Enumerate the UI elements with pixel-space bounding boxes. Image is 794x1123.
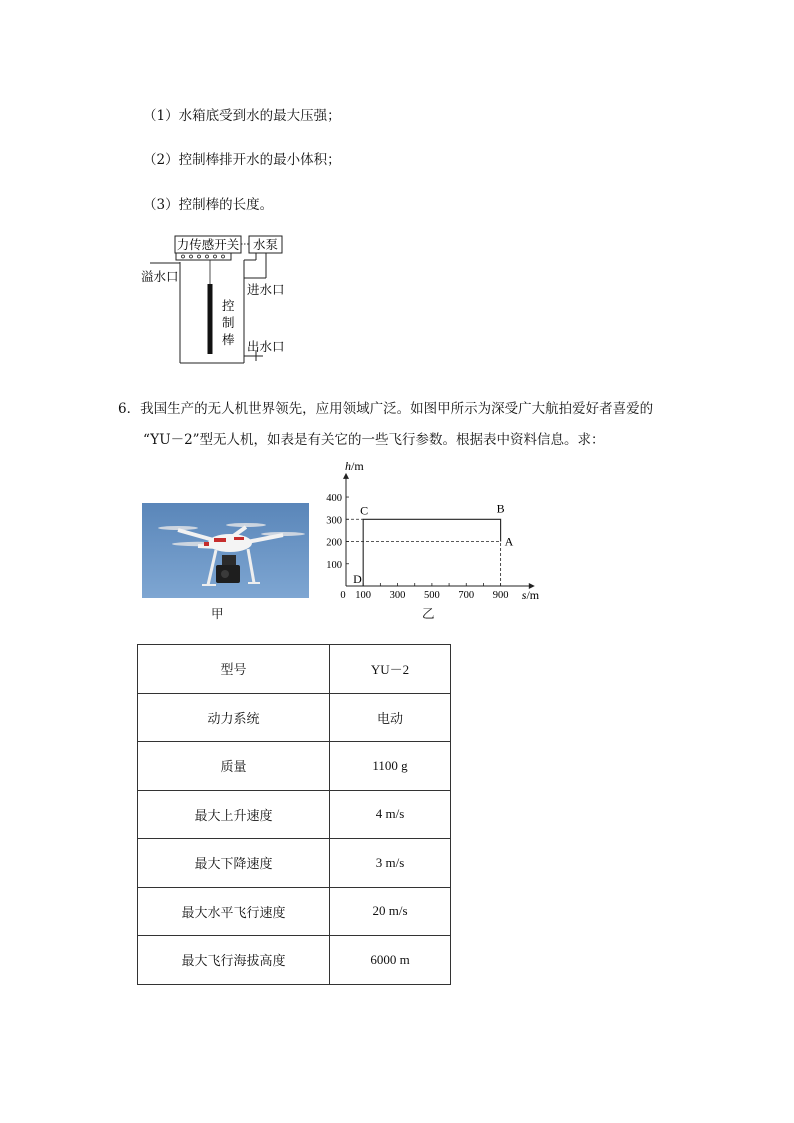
rod-label-char-2: 制 [222, 316, 235, 330]
param-name-cell: 质量 [138, 742, 330, 791]
question-6-line-1: 6．我国生产的无人机世界领先，应用领域广泛。如图甲所示为深受广大航拍爱好者喜爱的 [118, 401, 654, 417]
table-row [138, 839, 451, 888]
x-axis-label: s/m [521, 588, 540, 602]
point-label-d: D [353, 572, 362, 586]
param-name-cell: 动力系统 [138, 693, 330, 742]
sub-question-3: （3）控制棒的长度。 [143, 197, 274, 213]
sensor-label: 力传感开关 [176, 238, 240, 252]
x-tick-label: 300 [389, 590, 406, 601]
sub-question-2: （2）控制棒排开水的最小体积； [143, 152, 341, 168]
drone-photo [142, 503, 309, 598]
table-row [138, 645, 451, 694]
pump-label: 水泵 [252, 238, 279, 252]
water-tank-diagram [138, 232, 298, 370]
control-rod [208, 284, 213, 354]
height-distance-chart [315, 458, 540, 613]
param-value-cell: YU－2 [330, 645, 451, 694]
param-name-cell: 最大上升速度 [138, 790, 330, 839]
y-tick-label: 400 [326, 493, 342, 505]
param-value-cell: 4 m/s [330, 790, 451, 839]
point-label-a: A [504, 534, 514, 549]
inlet-label: 进水口 [247, 283, 285, 297]
y-tick-label: 100 [326, 559, 342, 571]
figure-label-right: 乙 [422, 606, 435, 621]
table-row [138, 790, 451, 839]
rod-label-char-3: 棒 [222, 333, 235, 347]
sub-question-1: （1）水箱底受到水的最大压强； [143, 108, 341, 124]
table-row [138, 936, 451, 985]
table-row [138, 742, 451, 791]
y-tick-label: 300 [326, 515, 342, 527]
param-value-cell: 6000 m [330, 936, 451, 985]
param-name-cell: 型号 [138, 645, 330, 694]
rod-label-char-1: 控 [222, 299, 235, 313]
y-axis-arrow [343, 473, 349, 479]
x-tick-label: 100 [355, 590, 372, 601]
table-row [138, 887, 451, 936]
figure-label-left: 甲 [211, 606, 224, 621]
param-value-cell: 电动 [330, 693, 451, 742]
question-6-line-2: “YU－2”型无人机，如表是有关它的一些飞行参数。根据表中资料信息。求： [143, 432, 605, 448]
y-axis-label: h/m [345, 458, 364, 473]
point-label-b: B [496, 501, 505, 516]
outlet-label: 出水口 [247, 340, 285, 354]
x-tick-label: 500 [424, 590, 440, 601]
x-tick-label: 900 [492, 590, 509, 601]
question-number: 6． [118, 401, 141, 417]
flight-path-line [363, 519, 500, 586]
table-row [138, 693, 451, 742]
x-tick-label: 700 [458, 590, 475, 601]
spec-table [137, 644, 451, 985]
param-name-cell: 最大下降速度 [138, 839, 330, 888]
param-value-cell: 20 m/s [330, 887, 451, 936]
param-name-cell: 最大飞行海拔高度 [138, 936, 330, 985]
point-label-c: C [360, 503, 369, 518]
overflow-label: 溢水口 [141, 270, 179, 284]
y-tick-label: 200 [326, 537, 342, 549]
param-value-cell: 1100 g [330, 742, 451, 791]
x-tick-label: 0 [340, 590, 346, 601]
param-name-cell: 最大水平飞行速度 [138, 887, 330, 936]
param-value-cell: 3 m/s [330, 839, 451, 888]
